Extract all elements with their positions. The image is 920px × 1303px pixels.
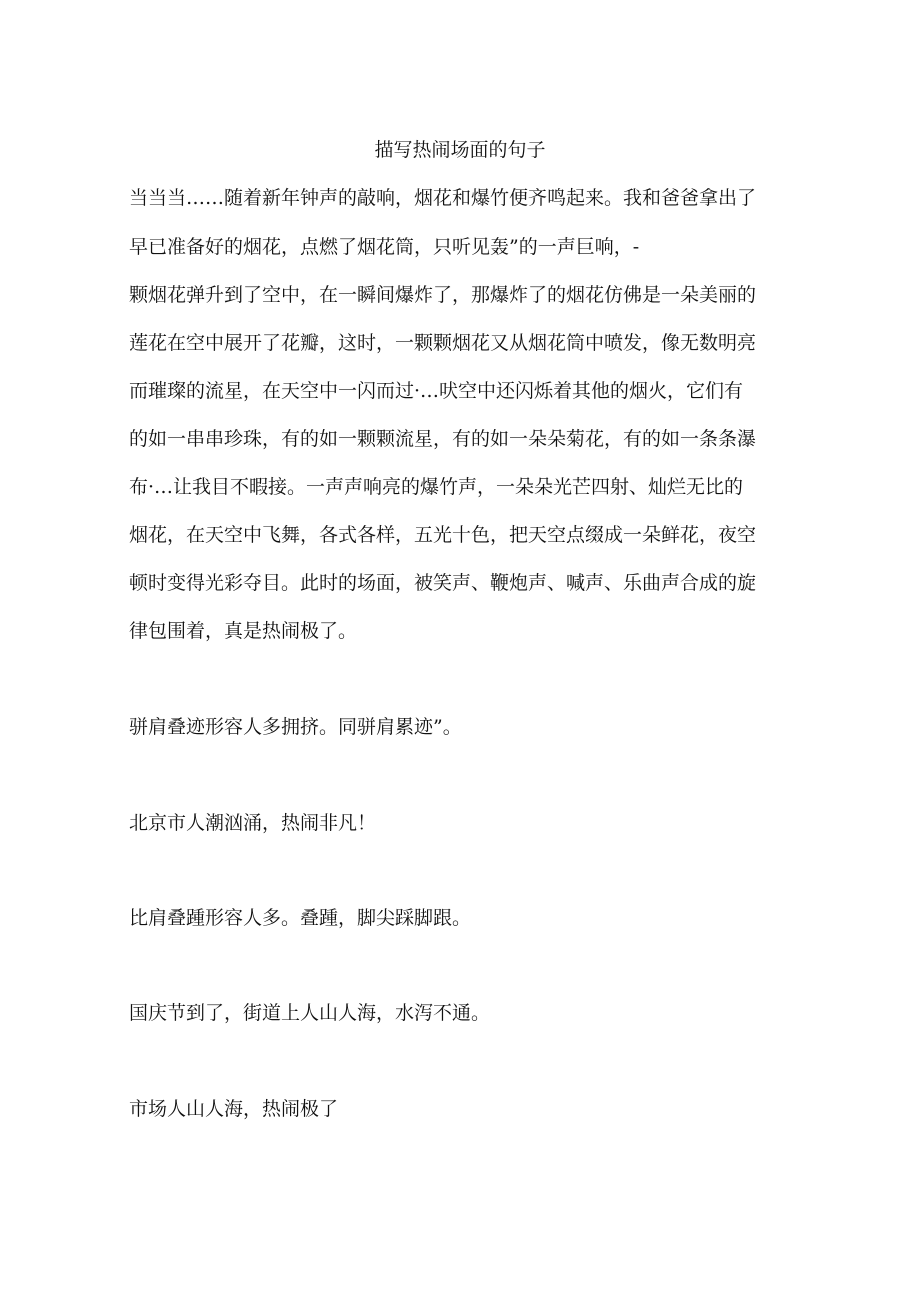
document-title: 描写热闹场面的句子 [374, 139, 546, 161]
paragraph-line: 而璀璨的流星，在天空中一闪而过·…吠空中还闪烁着其他的烟火，它们有 [129, 380, 744, 402]
sentence-item: 国庆节到了，街道上人山人海，水泻不通。 [129, 1002, 491, 1024]
paragraph-line: 早已准备好的烟花，点燃了烟花筒，只听见轰”的一声巨响，- [129, 236, 640, 258]
paragraph-line: 律包围着，真是热闹极了。 [129, 620, 358, 642]
sentence-item: 骈肩叠迹形容人多拥挤。同骈肩累迹”。 [129, 716, 462, 738]
sentence-item: 比肩叠踵形容人多。叠踵，脚尖踩脚跟。 [129, 907, 472, 929]
sentence-item: 市场人山人海，热闹极了 [129, 1098, 339, 1120]
paragraph-line: 布·…让我目不暇接。一声声响亮的爆竹声，一朵朵光芒四射、灿烂无比的 [129, 476, 744, 498]
paragraph-line: 顿时变得光彩夺目。此时的场面，被笑声、鞭炮声、喊声、乐曲声合成的旋 [129, 572, 757, 594]
sentence-item: 北京市人潮汹涌，热闹非凡！ [129, 812, 377, 834]
paragraph-line: 颗烟花弹升到了空中，在一瞬间爆炸了，那爆炸了的烟花仿佛是一朵美丽的 [129, 284, 757, 306]
paragraph-line: 当当当……随着新年钟声的敲响，烟花和爆竹便齐鸣起来。我和爸爸拿出了 [129, 187, 757, 209]
paragraph-line: 莲花在空中展开了花瓣，这时，一颗颗烟花又从烟花筒中喷发，像无数明亮 [129, 332, 757, 354]
paragraph-line: 烟花，在天空中飞舞，各式各样，五光十色，把天空点缀成一朵鲜花，夜空 [129, 524, 757, 546]
paragraph-line: 的如一串串珍珠，有的如一颗颗流星，有的如一朵朵菊花，有的如一条条瀑 [129, 428, 757, 450]
